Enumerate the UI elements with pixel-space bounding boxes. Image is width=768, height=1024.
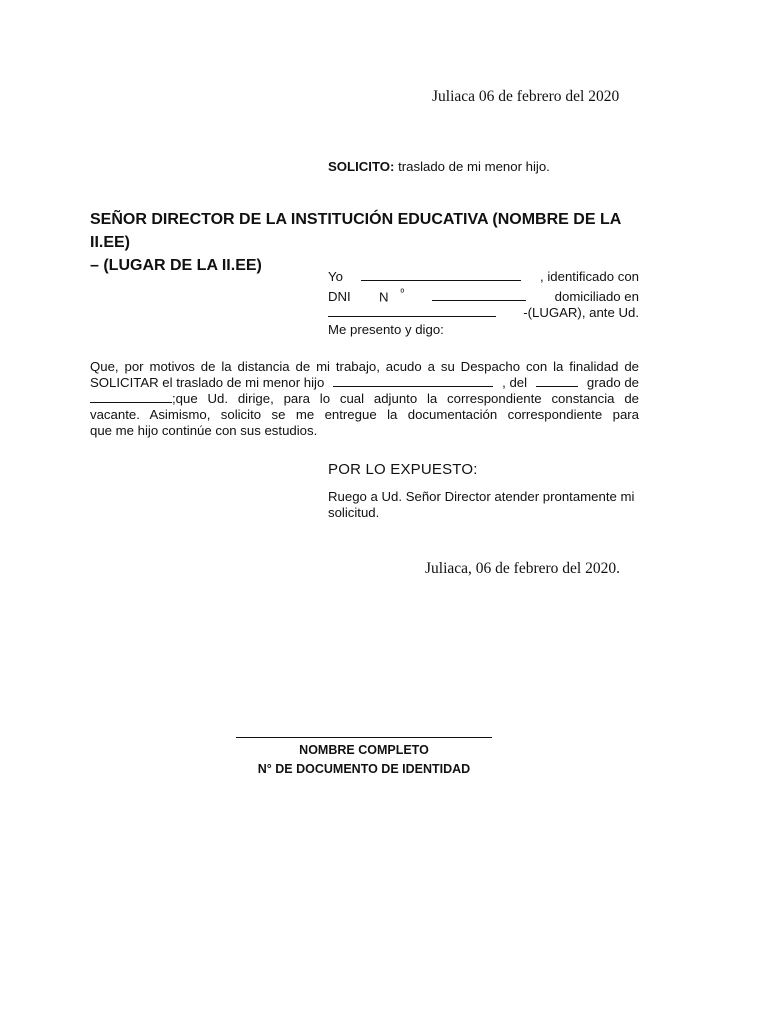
domiciliado-text: domiciliado en xyxy=(554,288,639,304)
subject-line xyxy=(328,159,550,174)
signature-document: N° DE DOCUMENTO DE IDENTIDAD xyxy=(257,762,471,776)
lugar-text: -(LUGAR), ante Ud. xyxy=(523,305,639,321)
child-name-blank xyxy=(333,375,493,387)
body-line-2 xyxy=(90,375,639,391)
subject-text: traslado de mi menor hijo. xyxy=(394,159,550,174)
name-blank xyxy=(361,269,521,281)
ident-row-3 xyxy=(328,305,639,322)
por-lo-expuesto: POR LO EXPUESTO: xyxy=(328,461,478,478)
dni-blank xyxy=(432,289,526,301)
body-line-2c: grado de xyxy=(586,375,639,390)
degree-sign: º xyxy=(400,287,405,299)
body-line-3-text: ;que Ud. dirige, para lo cual adjunto la correspondiente constancia de xyxy=(172,391,639,406)
body-line-4: vacante. Asimismo, solicito se me entregue la documentación correspondiente para xyxy=(90,407,639,422)
presento-text: Me presento y digo: xyxy=(328,321,444,337)
body-line-2b: , del xyxy=(502,375,528,390)
body-line-2a: SOLICITAR el traslado de mi menor hijo xyxy=(90,375,325,390)
closing-date: Juliaca, 06 de febrero del 2020. xyxy=(425,560,620,577)
addressee-line-2: – (LUGAR DE LA II.EE) xyxy=(90,257,262,274)
address-blank xyxy=(328,305,496,317)
dni-text: DNI xyxy=(328,288,351,304)
signature-name: NOMBRE COMPLETO xyxy=(299,743,429,757)
body-line-3 xyxy=(90,391,639,407)
ident-row-1 xyxy=(328,269,639,286)
body-line-5: que me hijo continúe con sus estudios. xyxy=(90,423,318,438)
school-blank xyxy=(90,391,172,403)
addressee xyxy=(90,208,650,277)
subject-label: SOLICITO: xyxy=(328,159,395,174)
n-text: N $^º$ xyxy=(378,287,405,304)
signature-line xyxy=(236,737,492,738)
ruego-text: Ruego a Ud. Señor Director atender prontamente mi solicitud. xyxy=(328,489,635,520)
body-paragraph xyxy=(90,359,639,439)
signature-block xyxy=(236,741,492,779)
identification-block xyxy=(328,269,639,338)
header-date: Juliaca 06 de febrero del 2020 xyxy=(432,88,620,105)
yo-text: Yo xyxy=(328,269,343,284)
identificado-text: , identificado con xyxy=(540,269,639,284)
ident-row-2 xyxy=(328,286,639,306)
addressee-line-1: SEÑOR DIRECTOR DE LA INSTITUCIÓN EDUCATIVA (NOMBRE DE LA II.EE) xyxy=(90,211,621,251)
grade-blank xyxy=(536,375,578,387)
body-line-1: Que, por motivos de la distancia de mi trabajo, acudo a su Despacho con la finalidad de xyxy=(90,359,639,374)
